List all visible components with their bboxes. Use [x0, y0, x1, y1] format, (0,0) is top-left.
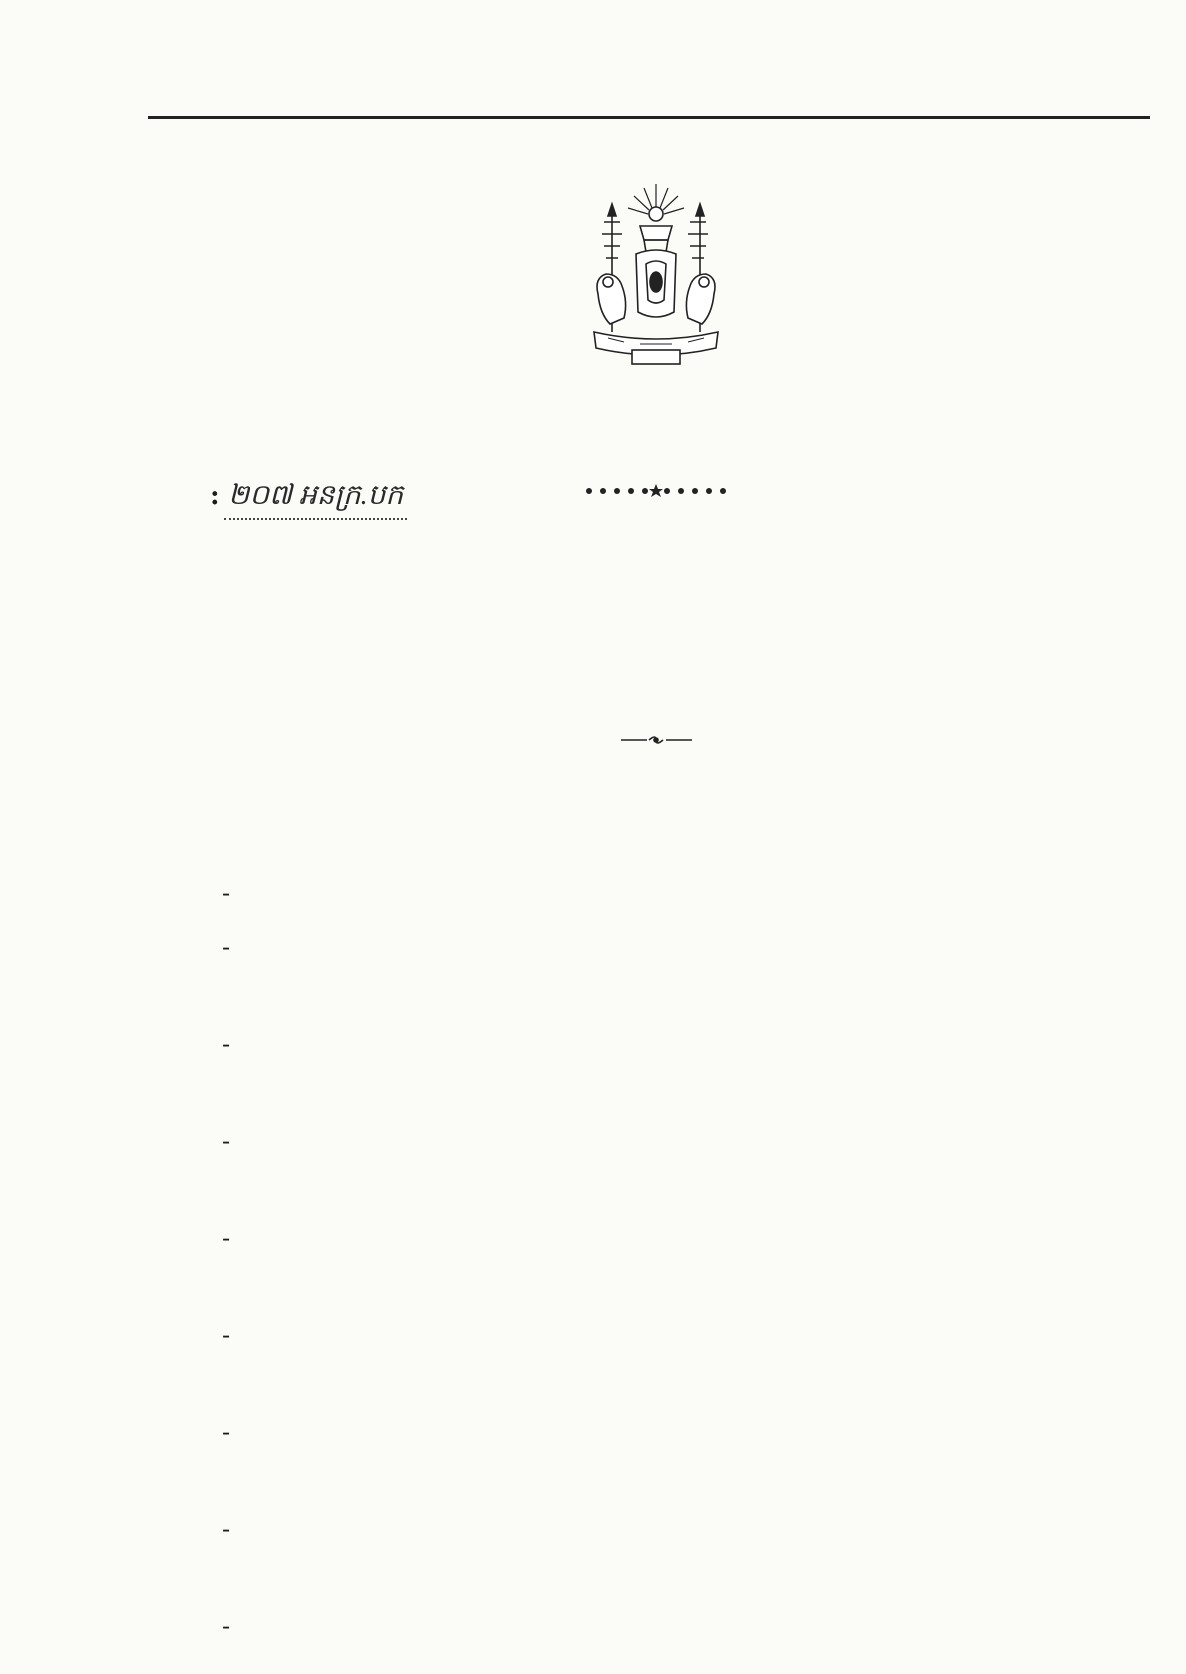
ornamental-divider-icon — [619, 733, 694, 747]
bullet-dash: - — [222, 933, 231, 961]
document-number — [150, 474, 490, 518]
list-item — [222, 1120, 1092, 1206]
running-header — [148, 50, 1148, 96]
list-item — [222, 926, 1092, 1012]
document-number-value: ២០៧ អនក្រ.បក — [224, 474, 407, 520]
bullet-dash: - — [222, 1127, 231, 1155]
bullet-dash: - — [222, 1321, 231, 1349]
header-rule — [148, 116, 1150, 119]
bullet-dash: - — [222, 1030, 231, 1058]
list-item — [222, 1508, 1092, 1594]
issuer-center — [330, 770, 1026, 814]
document-number-colon: : — [210, 481, 220, 511]
bullet-dash: - — [222, 1612, 231, 1640]
list-item — [222, 1605, 1092, 1648]
list-item — [222, 1411, 1092, 1497]
bullet-dash: - — [222, 1515, 231, 1543]
bullet-dash: - — [222, 1224, 231, 1252]
issuer-left — [150, 432, 470, 470]
preamble-list — [222, 872, 1092, 1659]
list-item — [222, 872, 1092, 915]
list-item — [222, 1023, 1092, 1109]
royal-coat-of-arms-icon — [588, 182, 724, 372]
document-type — [330, 574, 1026, 614]
bullet-dash: - — [222, 879, 231, 907]
list-item — [222, 1217, 1092, 1303]
kingdom-title — [330, 380, 1026, 430]
title-connector — [330, 628, 1026, 668]
ornament-stars-icon — [581, 481, 731, 501]
list-item — [222, 1314, 1092, 1400]
document-subject — [330, 680, 1026, 724]
bullet-dash: - — [222, 1418, 231, 1446]
